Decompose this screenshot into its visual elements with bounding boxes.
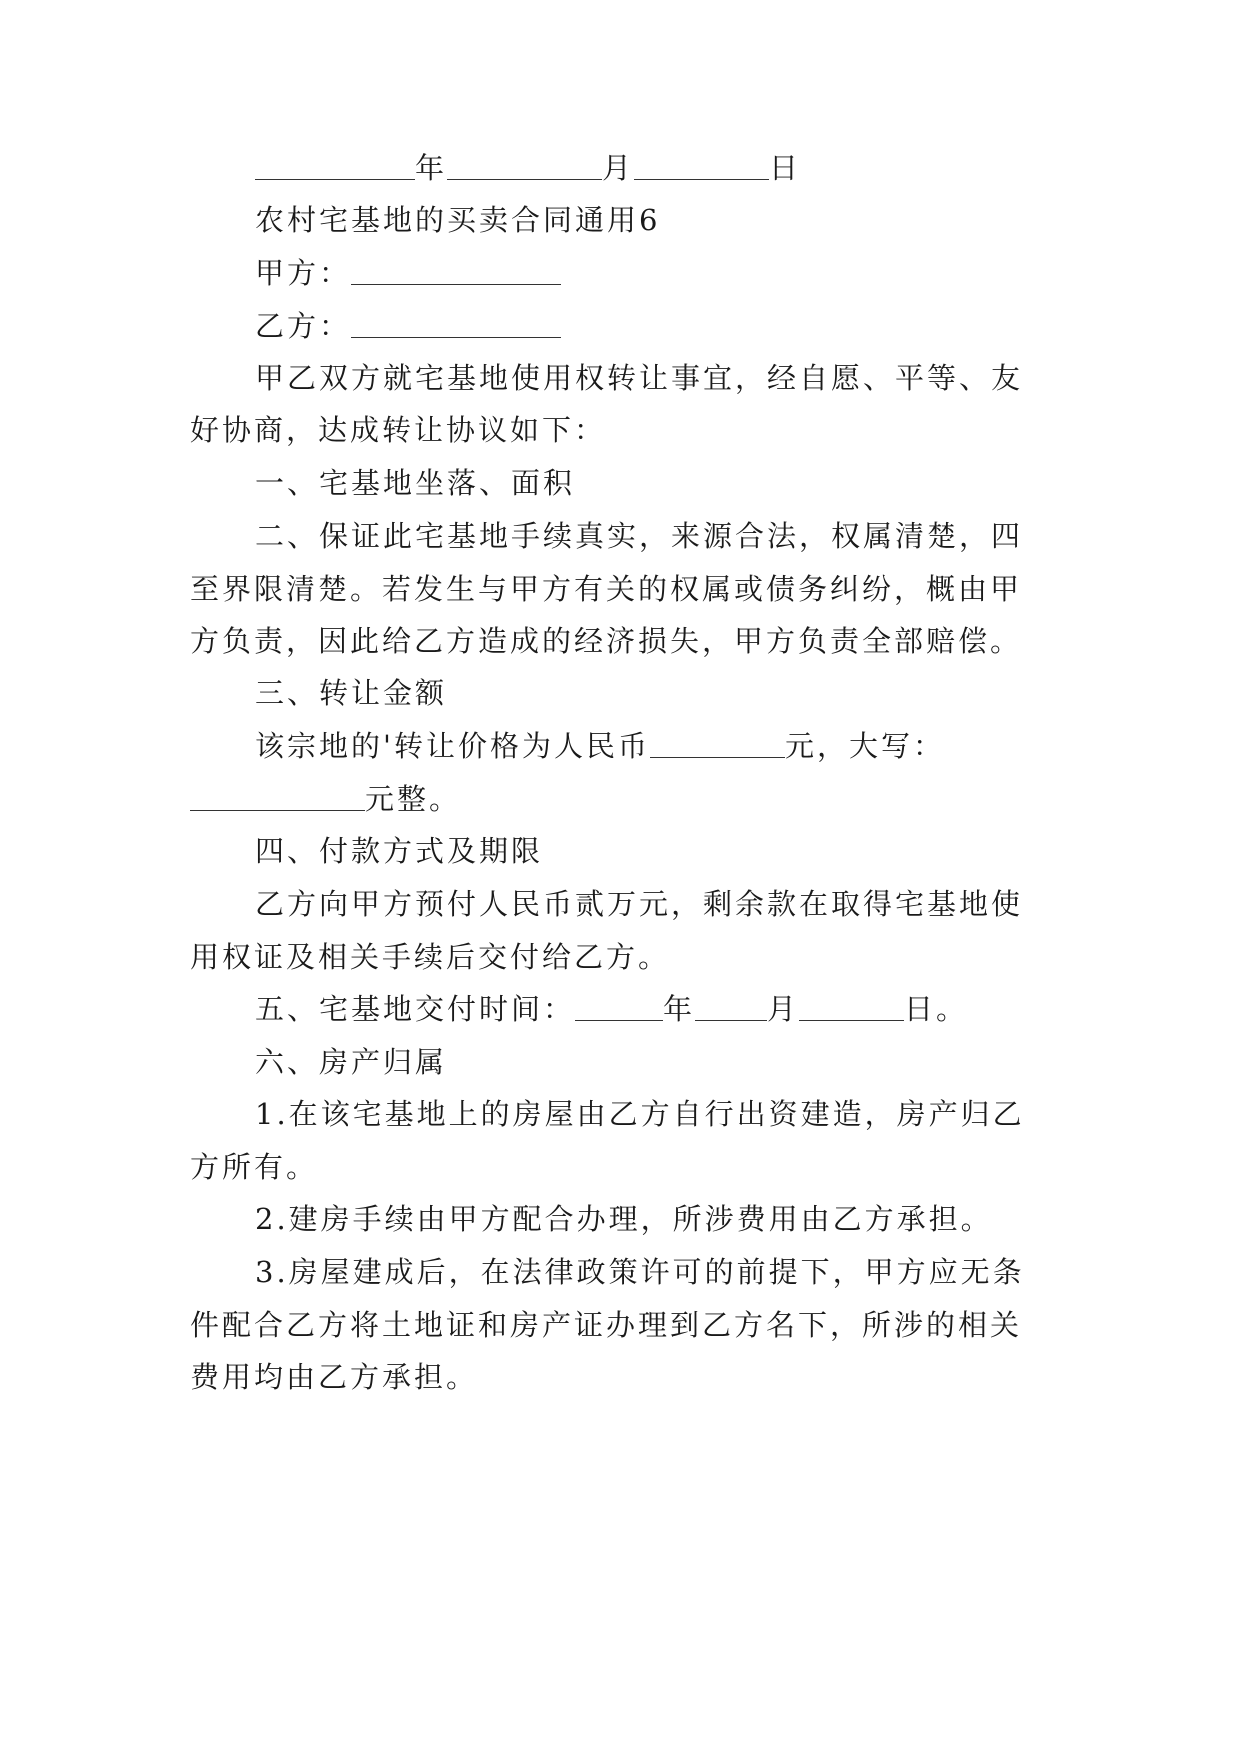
delivery-month-blank bbox=[695, 994, 767, 1021]
intro-line-1: 甲乙双方就宅基地使用权转让事宜，经自愿、平等、友 bbox=[255, 361, 1024, 395]
section-3-heading: 三、转让金额 bbox=[255, 676, 448, 710]
section-6-1-line-2: 方所有。 bbox=[190, 1150, 319, 1184]
year-label: 年 bbox=[415, 151, 448, 185]
day-label: 日 bbox=[769, 151, 802, 185]
year-blank bbox=[255, 153, 415, 180]
section-1-heading: 一、宅基地坐落、面积 bbox=[255, 466, 576, 500]
amount-suffix: 元整。 bbox=[365, 782, 462, 816]
section-2-line-1: 二、保证此宅基地手续真实，来源合法，权属清楚，四 bbox=[255, 519, 1024, 553]
date-line bbox=[255, 148, 1135, 188]
month-blank bbox=[447, 153, 602, 180]
section-6-1-line-1: 1.在该宅基地上的房屋由乙方自行出资建造，房产归乙 bbox=[255, 1097, 1025, 1131]
section-4-heading: 四、付款方式及期限 bbox=[255, 834, 544, 868]
price-blank bbox=[650, 731, 785, 758]
delivery-year-label: 年 bbox=[663, 992, 696, 1026]
section-3-amount-line bbox=[190, 779, 1070, 819]
section-6-3-line-2: 件配合乙方将土地证和房产证办理到乙方名下，所涉的相关 bbox=[190, 1308, 1023, 1342]
section-5-line bbox=[255, 989, 1135, 1029]
section-6-heading: 六、房产归属 bbox=[255, 1045, 448, 1079]
section-2-line-3: 方负责，因此给乙方造成的经济损失，甲方负责全部赔偿。 bbox=[190, 624, 1023, 658]
section-4-line-2: 用权证及相关手续后交付给乙方。 bbox=[190, 940, 671, 974]
section-6-3-line-1: 3.房屋建成后，在法律政策许可的前提下，甲方应无条 bbox=[255, 1255, 1025, 1289]
party-b-line bbox=[255, 306, 1135, 346]
price-unit: 元，大写： bbox=[784, 729, 945, 763]
party-b-label: 乙方： bbox=[255, 309, 352, 343]
party-a-blank bbox=[351, 258, 561, 285]
section-6-2-line: 2.建房手续由甲方配合办理，所涉费用由乙方承担。 bbox=[255, 1202, 993, 1236]
delivery-day-label: 日。 bbox=[904, 992, 969, 1026]
document-title: 农村宅基地的买卖合同通用6 bbox=[255, 203, 661, 237]
delivery-year-blank bbox=[575, 994, 663, 1021]
section-3-price-line bbox=[255, 726, 1135, 766]
section-4-line-1: 乙方向甲方预付人民币贰万元，剩余款在取得宅基地使 bbox=[255, 887, 1024, 921]
month-label: 月 bbox=[602, 151, 635, 185]
amount-words-blank bbox=[190, 784, 365, 811]
day-blank bbox=[634, 153, 769, 180]
party-b-blank bbox=[351, 311, 561, 338]
delivery-month-label: 月 bbox=[767, 992, 800, 1026]
section-6-3-line-3: 费用均由乙方承担。 bbox=[190, 1360, 479, 1394]
delivery-day-blank bbox=[799, 994, 904, 1021]
price-prefix: 该宗地的'转让价格为人民币 bbox=[255, 729, 650, 763]
intro-line-2: 好协商，达成转让协议如下： bbox=[190, 413, 607, 447]
party-a-line bbox=[255, 253, 1135, 293]
section-2-line-2: 至界限清楚。若发生与甲方有关的权属或债务纠纷，概由甲 bbox=[190, 572, 1023, 606]
party-a-label: 甲方： bbox=[255, 256, 352, 290]
delivery-prefix: 五、宅基地交付时间： bbox=[255, 992, 576, 1026]
